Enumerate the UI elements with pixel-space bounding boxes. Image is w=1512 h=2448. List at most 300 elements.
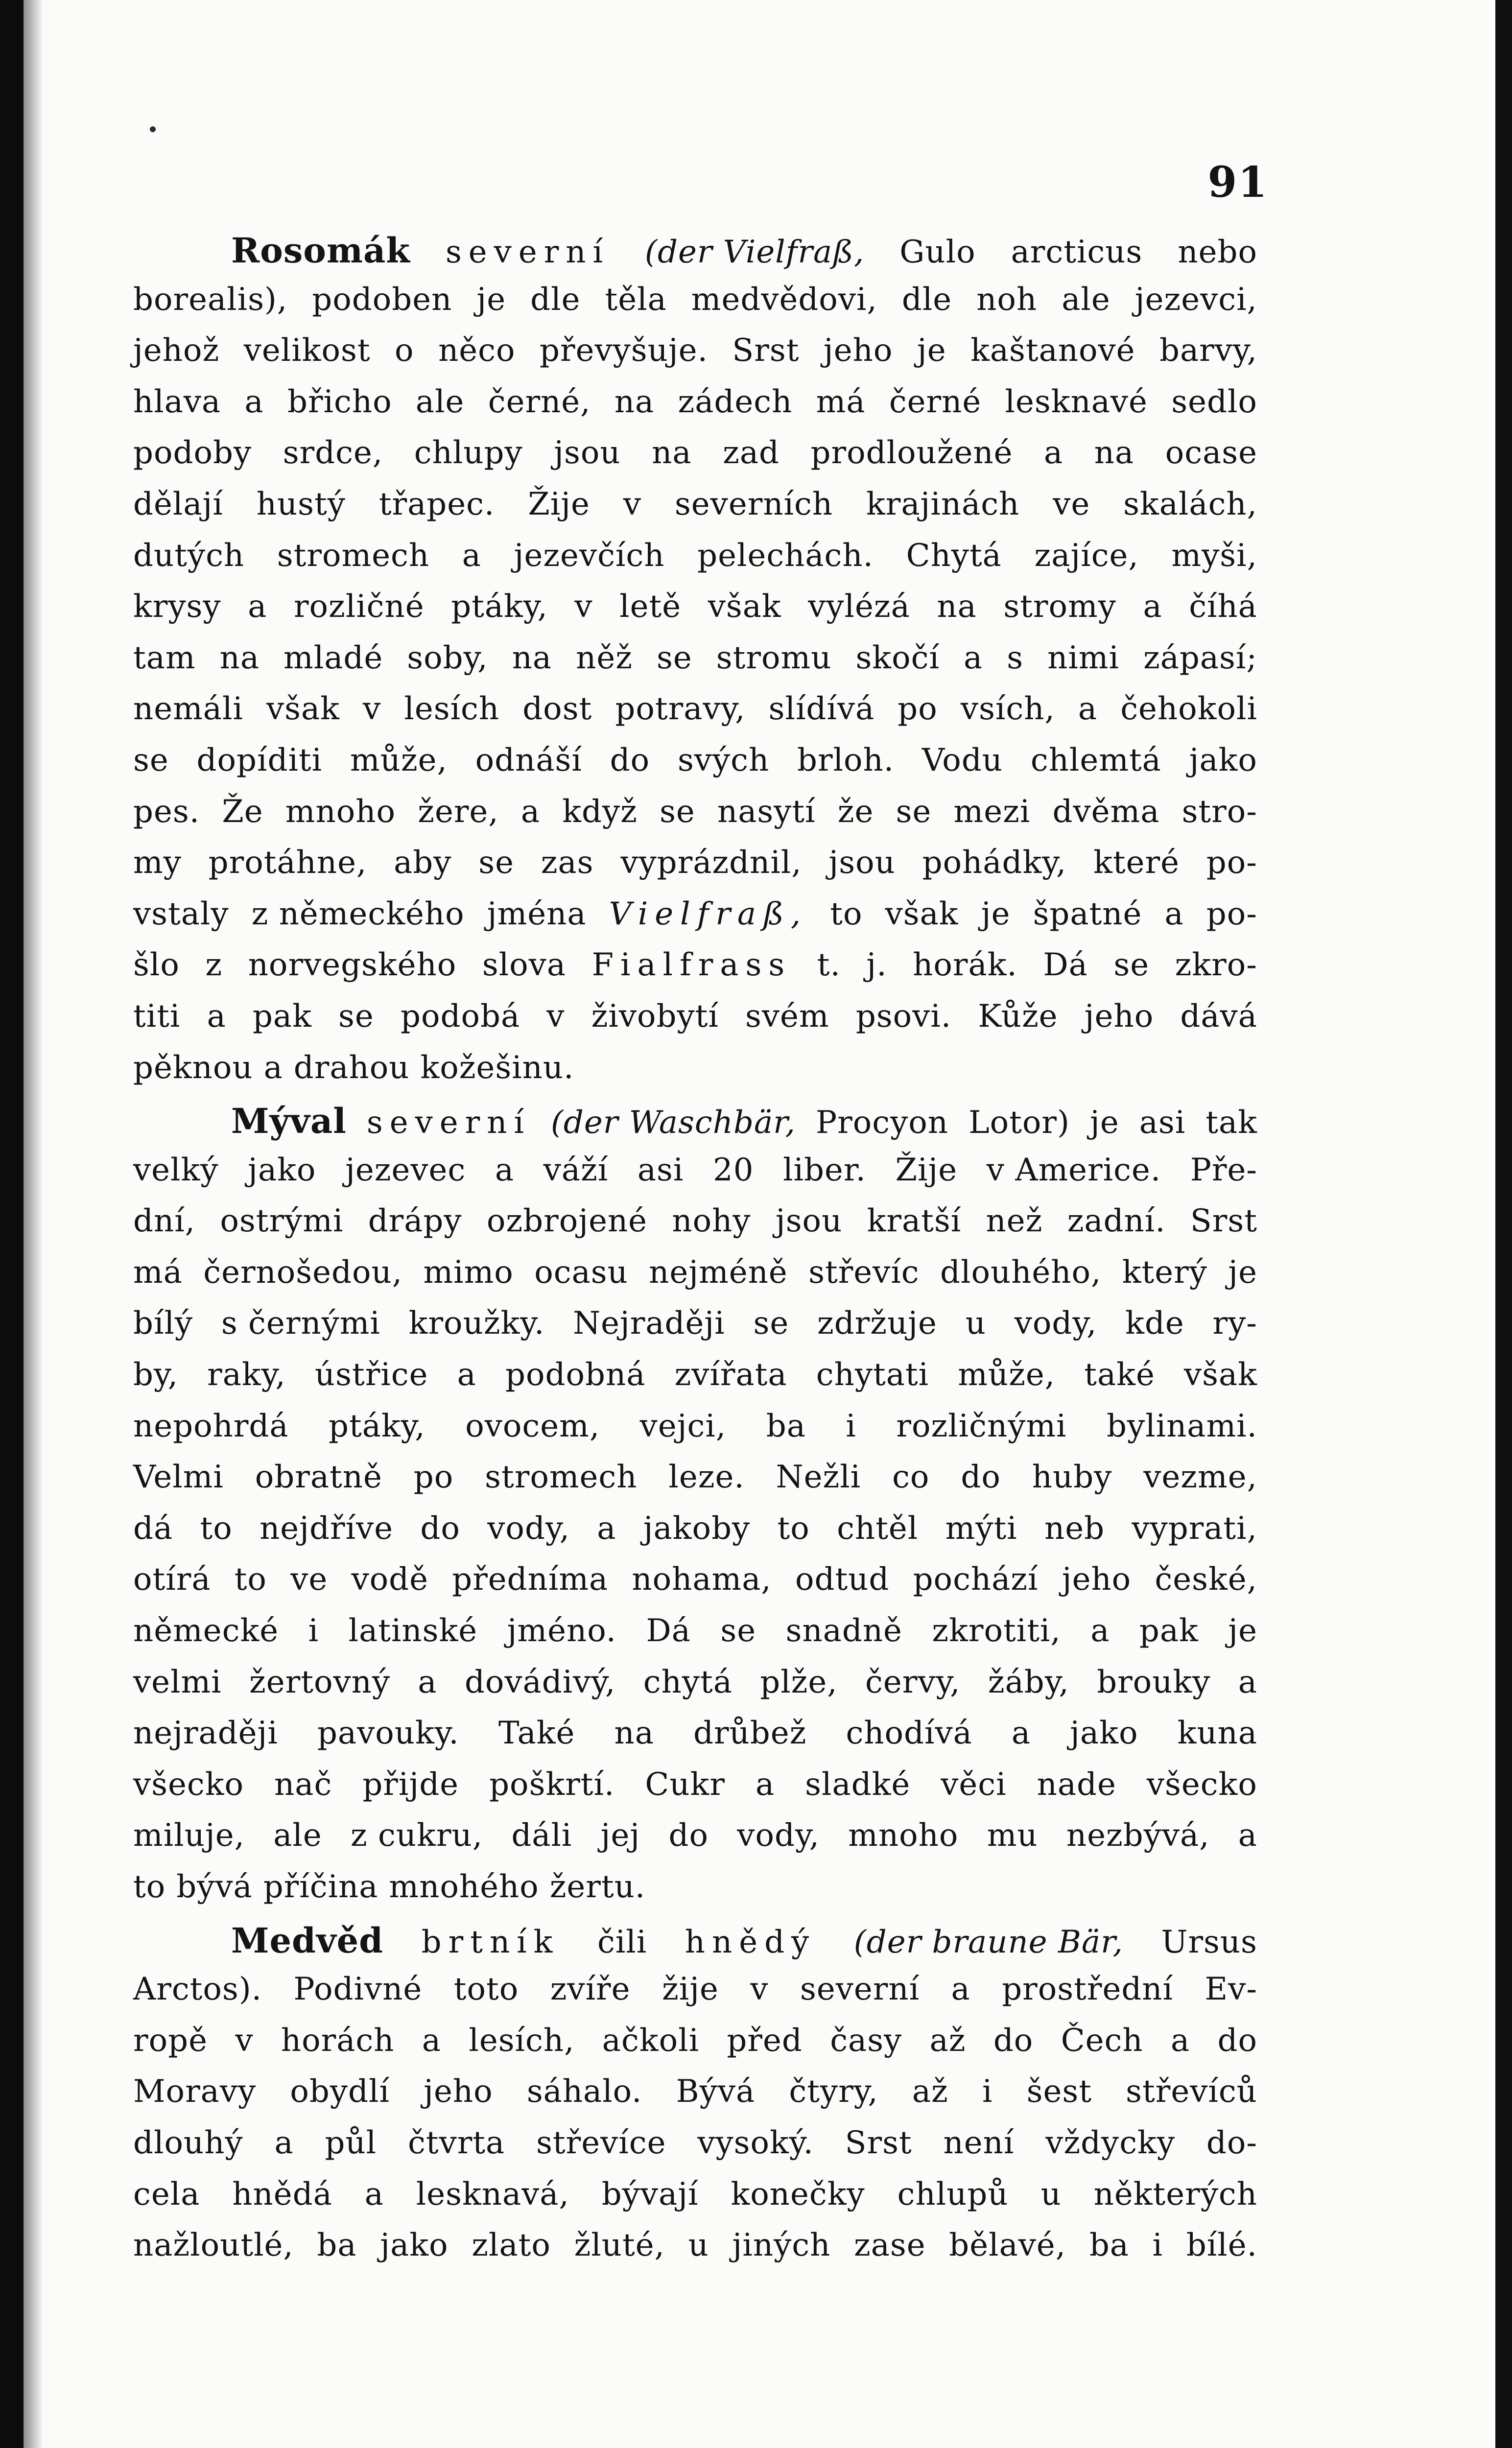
text-word: velmi <box>133 1664 222 1700</box>
text-word: dovádivý, <box>464 1664 616 1700</box>
text-word: Srst <box>1190 1203 1257 1240</box>
text-word: je <box>917 332 946 369</box>
text-word: něž <box>576 639 633 676</box>
text-word: u <box>965 1305 986 1342</box>
text-word: mimo <box>423 1254 514 1291</box>
text-word: svém <box>745 998 829 1035</box>
text-word: a <box>422 2022 441 2059</box>
text-line <box>133 1817 1257 1869</box>
text-word: i <box>846 1408 856 1444</box>
text-word: čtvrta <box>408 2124 505 2161</box>
text-line <box>133 2125 1257 2176</box>
text-word: jezevec <box>345 1152 466 1188</box>
text-word: Moravy <box>133 2073 257 2110</box>
text-word: a <box>244 383 264 420</box>
text-line <box>133 1152 1257 1203</box>
text-word: Pře- <box>1190 1152 1257 1188</box>
text-line <box>133 384 1257 435</box>
text-word: chodívá <box>846 1715 972 1752</box>
text-word: zlato <box>472 2227 551 2264</box>
text-word: huby <box>1032 1459 1112 1496</box>
text-word: žluté, <box>574 2227 665 2264</box>
text-word: na <box>937 588 977 625</box>
text-word: z cukru, <box>350 1817 483 1854</box>
text-word: vody, <box>487 1510 570 1547</box>
text-word: ozbrojené <box>486 1203 648 1240</box>
text-word: lesích <box>404 691 500 728</box>
text-word: lesknavé <box>1005 383 1148 420</box>
text-word: nimi <box>1047 639 1119 676</box>
text-line <box>133 947 1257 998</box>
text-line <box>133 896 1257 947</box>
text-word: by, <box>133 1357 178 1393</box>
text-word: vezme, <box>1143 1459 1257 1496</box>
text-word: Podivné <box>293 1971 423 2008</box>
text-line <box>133 1050 1257 1101</box>
text-word: černé, <box>488 383 591 420</box>
text-word: dní, <box>133 1203 195 1240</box>
entry-headword: Mýval <box>231 1101 347 1142</box>
text-word: kaštanové <box>970 332 1135 369</box>
text-word: a <box>495 1152 515 1188</box>
text-word: Že <box>222 793 263 830</box>
text-word: na <box>652 435 692 471</box>
text-word: chtěl <box>837 1510 919 1547</box>
text-word: rozličné <box>293 588 425 625</box>
text-word: ačkoli <box>602 2022 700 2059</box>
text-word: do- <box>1206 2124 1257 2161</box>
text-word: zdržuje <box>817 1305 937 1342</box>
text-line <box>133 538 1257 589</box>
text-word: ve <box>290 1561 328 1598</box>
text-word: Vielfraß, <box>609 895 808 932</box>
text-word: sedlo <box>1171 383 1257 420</box>
text-word: kožešinu. <box>420 1049 574 1086</box>
text-word: skočí <box>855 639 940 676</box>
text-word: brouky <box>1097 1664 1211 1700</box>
text-word: vsích, <box>960 691 1055 728</box>
text-word: a <box>1238 1817 1257 1854</box>
text-word: čehokoli <box>1120 691 1257 728</box>
left-scan-border <box>0 0 24 2448</box>
text-word: a <box>520 793 540 830</box>
text-word: Žije <box>895 1152 958 1188</box>
text-word: chlupy <box>414 435 523 471</box>
text-word: drahou <box>293 1049 410 1086</box>
text-word: lesknavá, <box>416 2176 569 2213</box>
text-word: tam <box>133 639 196 676</box>
text-word: do <box>610 742 650 778</box>
text-word: vysoký. <box>697 2124 814 2161</box>
text-word: stromu <box>716 639 832 676</box>
text-word: odtud <box>795 1561 890 1598</box>
text-word: zápasí; <box>1143 639 1257 676</box>
text-word: který <box>1122 1254 1207 1291</box>
text-word: mnoho <box>848 1817 959 1854</box>
text-word: pak <box>1139 1613 1199 1649</box>
text-word: a <box>597 1510 616 1547</box>
page-number: 91 <box>1207 158 1268 207</box>
text-word: arcticus <box>1011 234 1143 270</box>
text-word: obydlí <box>290 2073 390 2110</box>
text-line <box>133 1510 1257 1562</box>
text-word: norvegského <box>248 947 457 984</box>
text-word: stromy <box>1003 588 1116 625</box>
text-word: bylinami. <box>1107 1408 1257 1444</box>
text-word: co <box>892 1459 930 1496</box>
text-word: dáli <box>511 1817 572 1854</box>
text-word: soby, <box>407 639 488 676</box>
text-word: nejméně <box>649 1254 788 1291</box>
text-word: živobytí <box>591 998 719 1035</box>
text-word: skalách, <box>1123 486 1257 522</box>
text-line <box>133 1459 1257 1510</box>
text-word: střevíce <box>536 2124 666 2161</box>
text-word: nač <box>274 1766 332 1803</box>
text-word: brloh. <box>797 742 895 778</box>
text-word: odnáší <box>475 742 582 778</box>
text-word: nažloutlé, <box>133 2227 294 2264</box>
text-word: jakoby <box>643 1510 751 1547</box>
text-word: ve <box>1053 486 1090 522</box>
text-word: protáhne, <box>208 845 367 881</box>
text-word: jeho <box>1084 998 1154 1035</box>
text-word: Cukr <box>645 1766 725 1803</box>
text-word: v Americe. <box>986 1152 1161 1188</box>
text-word: může, <box>958 1357 1056 1393</box>
text-word: špatné <box>1033 895 1142 932</box>
text-word: a <box>207 998 226 1035</box>
text-word: dlouhého, <box>940 1254 1102 1291</box>
text-word: jeho <box>823 332 893 369</box>
text-word: příčina <box>263 1869 378 1905</box>
text-word: tak <box>1205 1105 1257 1141</box>
text-line <box>133 1561 1257 1613</box>
text-word: Srst <box>845 2124 912 2161</box>
text-word: dle <box>530 281 581 318</box>
text-word: aby <box>394 845 452 881</box>
text-word: Arctos). <box>133 1971 262 2008</box>
text-word: a <box>1078 691 1098 728</box>
spine-shadow <box>24 0 43 2448</box>
text-word: jsou <box>828 845 896 881</box>
text-word: o <box>395 332 414 369</box>
text-word: dává <box>1180 998 1257 1035</box>
text-word: potravy, <box>615 691 746 728</box>
text-word: borealis), <box>133 281 288 318</box>
text-word: bílé. <box>1186 2227 1257 2264</box>
text-word: a <box>1143 588 1162 625</box>
text-word: letě <box>619 588 682 625</box>
text-word: které <box>1093 845 1180 881</box>
text-word: vody, <box>737 1817 820 1854</box>
text-word: však <box>266 691 340 728</box>
text-word: bělavé, <box>949 2227 1066 2264</box>
text-word: se <box>896 793 932 830</box>
text-word: Chytá <box>906 537 1002 574</box>
text-word: se <box>133 742 169 778</box>
text-line <box>133 1613 1257 1664</box>
text-word: nejdříve <box>260 1510 394 1547</box>
text-word: to <box>777 1510 810 1547</box>
text-word: t. <box>817 947 841 984</box>
text-word: vyprázdnil, <box>620 845 802 881</box>
text-word: dělají <box>133 486 223 522</box>
text-word: červy, <box>865 1664 961 1700</box>
text-word: pavouky. <box>317 1715 459 1752</box>
text-word: a <box>951 1971 970 2008</box>
text-word: v <box>235 2022 254 2059</box>
text-word: dle <box>901 281 952 318</box>
text-line <box>133 486 1257 538</box>
text-word: mladé <box>284 639 383 676</box>
text-word: ocase <box>1165 435 1257 471</box>
text-word: z <box>205 947 223 984</box>
text-word: jezevci, <box>1134 281 1257 318</box>
text-word: Nejraději <box>573 1305 725 1342</box>
text-word: plže, <box>760 1664 838 1700</box>
text-word: dlouhý <box>133 2124 243 2161</box>
text-word: chlupů <box>897 2176 1009 2213</box>
text-word: dost <box>522 691 592 728</box>
text-word: svých <box>677 742 770 778</box>
text-word: není <box>943 2124 1015 2161</box>
text-word: do <box>420 1510 460 1547</box>
text-word: zadní. <box>1067 1203 1166 1240</box>
text-word: velikost <box>243 332 371 369</box>
text-word: kroužky. <box>408 1305 545 1342</box>
text-line <box>133 1715 1257 1766</box>
text-word: brtník <box>421 1924 560 1960</box>
text-word: Gulo <box>899 234 976 270</box>
text-word: slídívá <box>768 691 875 728</box>
text-word: žertu. <box>549 1869 646 1905</box>
text-word: dopíditi <box>196 742 323 778</box>
text-word: jako <box>1070 1715 1138 1752</box>
text-line <box>133 1766 1257 1818</box>
text-word: předníma <box>452 1561 609 1598</box>
text-word: však <box>1184 1357 1257 1393</box>
text-word: Čech <box>1061 2022 1143 2059</box>
text-word: poškrtí. <box>489 1766 615 1803</box>
text-word: břicho <box>287 383 392 420</box>
text-word: ba <box>1089 2227 1129 2264</box>
text-word: nohama, <box>632 1561 772 1598</box>
text-word: pak <box>252 998 312 1035</box>
text-word: sáhalo. <box>526 2073 642 2110</box>
text-word: severní <box>445 234 610 270</box>
text-word: ptáky, <box>451 588 548 625</box>
text-word: kratší <box>867 1203 962 1240</box>
text-word: jména <box>487 895 587 932</box>
text-word: jeho <box>424 2073 493 2110</box>
text-word: neb <box>1044 1510 1105 1547</box>
text-word: je <box>476 281 506 318</box>
text-word: hlava <box>133 383 221 420</box>
text-word: Dá <box>1043 947 1088 984</box>
text-word: se <box>720 1613 756 1649</box>
text-word: hnědý <box>685 1924 816 1960</box>
text-word: nejraději <box>133 1715 278 1752</box>
text-word: nohy <box>672 1203 751 1240</box>
text-word: j. <box>866 947 887 984</box>
text-word: podobá <box>400 998 520 1035</box>
text-word: Velmi <box>133 1459 224 1496</box>
text-word: severní <box>366 1105 531 1141</box>
text-word: mýti <box>945 1510 1017 1547</box>
text-word: váží <box>543 1152 609 1188</box>
text-word: po- <box>1206 895 1257 932</box>
text-word: zad <box>723 435 780 471</box>
text-word: zkro- <box>1175 947 1257 984</box>
text-word: podoben <box>312 281 452 318</box>
text-word: se <box>753 1305 789 1342</box>
text-word: stromech <box>485 1459 638 1496</box>
text-word: číhá <box>1189 588 1257 625</box>
entry-headword: Rosomák <box>231 230 410 271</box>
text-word: než <box>986 1203 1043 1240</box>
text-line <box>133 640 1257 691</box>
text-word: nade <box>1037 1766 1116 1803</box>
text-word: ba <box>317 2227 357 2264</box>
text-word: dutých <box>133 537 245 574</box>
text-word: krysy <box>133 588 221 625</box>
text-line <box>133 2073 1257 2125</box>
text-word: vylézá <box>808 588 910 625</box>
text-word: snadně <box>785 1613 902 1649</box>
text-line <box>133 1254 1257 1306</box>
text-word: přijde <box>362 1766 459 1803</box>
text-word: mezi <box>953 793 1031 830</box>
text-word: české, <box>1155 1561 1257 1598</box>
text-word: časy <box>830 2022 902 2059</box>
text-word: jsou <box>554 435 621 471</box>
text-word: jehož <box>133 332 220 369</box>
text-word: na <box>512 639 552 676</box>
text-word: v <box>750 1971 769 2008</box>
text-word: také <box>1084 1357 1155 1393</box>
text-word: bývají <box>601 2176 699 2213</box>
text-word: v <box>574 588 593 625</box>
text-word: (der braune Bär, <box>853 1924 1123 1960</box>
text-word: do <box>961 1459 1001 1496</box>
text-word: jeho <box>1062 1561 1132 1598</box>
text-word: jako <box>248 1152 316 1188</box>
text-line <box>133 1869 1257 1920</box>
text-word: to <box>234 1561 267 1598</box>
text-word: však <box>708 588 781 625</box>
text-word: půl <box>325 2124 377 2161</box>
text-word: až <box>912 2073 948 2110</box>
text-word: žere, <box>418 793 499 830</box>
text-word: je <box>981 895 1011 932</box>
text-line <box>133 230 1257 282</box>
text-word: (der Waschbär, <box>550 1105 796 1141</box>
text-word: velký <box>133 1152 219 1188</box>
text-word: se <box>660 793 695 830</box>
text-word: žáby, <box>988 1664 1069 1700</box>
text-word: a <box>1011 1715 1031 1752</box>
text-line <box>133 1101 1257 1152</box>
text-word: Ev- <box>1205 1971 1257 2008</box>
text-word: noh <box>976 281 1038 318</box>
text-word: miluje, <box>133 1817 245 1854</box>
text-line <box>133 435 1257 486</box>
text-word: ale <box>273 1817 322 1854</box>
text-word: sladké <box>805 1766 911 1803</box>
text-word: nepohrdá <box>133 1408 289 1444</box>
text-word: zádech <box>678 383 793 420</box>
text-word: ptáky, <box>329 1408 425 1444</box>
text-line <box>133 1203 1257 1254</box>
text-word: až <box>929 2022 966 2059</box>
text-word: zase <box>853 2227 926 2264</box>
text-word: a <box>1238 1664 1257 1700</box>
text-word: s <box>1007 639 1024 676</box>
text-word: nasytí <box>717 793 816 830</box>
text-word: pochází <box>913 1561 1039 1598</box>
entry-headword: Medvěd <box>231 1920 384 1961</box>
text-word: je <box>1228 1613 1257 1649</box>
text-word: se <box>657 639 692 676</box>
text-line <box>133 1920 1257 1972</box>
text-word: nezbývá, <box>1066 1817 1210 1854</box>
text-word: jsou <box>775 1203 843 1240</box>
text-word: i <box>308 1613 319 1649</box>
text-word: ocasu <box>534 1254 628 1291</box>
text-word: asi <box>637 1152 684 1188</box>
text-word: a <box>755 1766 775 1803</box>
text-word: Také <box>498 1715 575 1752</box>
text-line <box>133 1408 1257 1459</box>
text-word: cela <box>133 2176 200 2213</box>
text-word: Fialfrass <box>591 947 792 984</box>
text-word: lesích, <box>469 2022 575 2059</box>
text-word: černošedou, <box>203 1254 403 1291</box>
text-line <box>133 2176 1257 2228</box>
text-word: a <box>963 639 983 676</box>
text-word: mnohého <box>389 1869 539 1905</box>
text-word: šlo <box>133 947 180 984</box>
text-word: vejci, <box>639 1408 727 1444</box>
text-line <box>133 2023 1257 2074</box>
text-word: černé <box>889 383 982 420</box>
text-word: pelechách. <box>697 537 874 574</box>
text-word: a <box>418 1664 437 1700</box>
text-word: pes. <box>133 793 200 830</box>
text-word: Žije <box>528 486 590 522</box>
text-word: podoby <box>133 435 252 471</box>
text-word: a <box>1170 2022 1190 2059</box>
body-text <box>133 230 1257 2279</box>
text-word: však <box>885 895 959 932</box>
text-line <box>133 742 1257 794</box>
text-word: s černými <box>221 1305 380 1342</box>
text-word: hustý <box>256 486 346 522</box>
text-word: a <box>364 2176 384 2213</box>
text-word: žije <box>662 1971 719 2008</box>
text-word: třapec. <box>378 486 495 522</box>
text-word: zvíře <box>550 1971 631 2008</box>
text-word: do <box>993 2022 1034 2059</box>
text-word: mnoho <box>285 793 396 830</box>
text-word: převyšuje. <box>540 332 708 369</box>
text-word: toto <box>453 1971 519 2008</box>
text-word: stro- <box>1181 793 1257 830</box>
text-word: všecko <box>1146 1766 1257 1803</box>
text-word: slova <box>482 947 566 984</box>
text-word: severní <box>800 1971 920 2008</box>
